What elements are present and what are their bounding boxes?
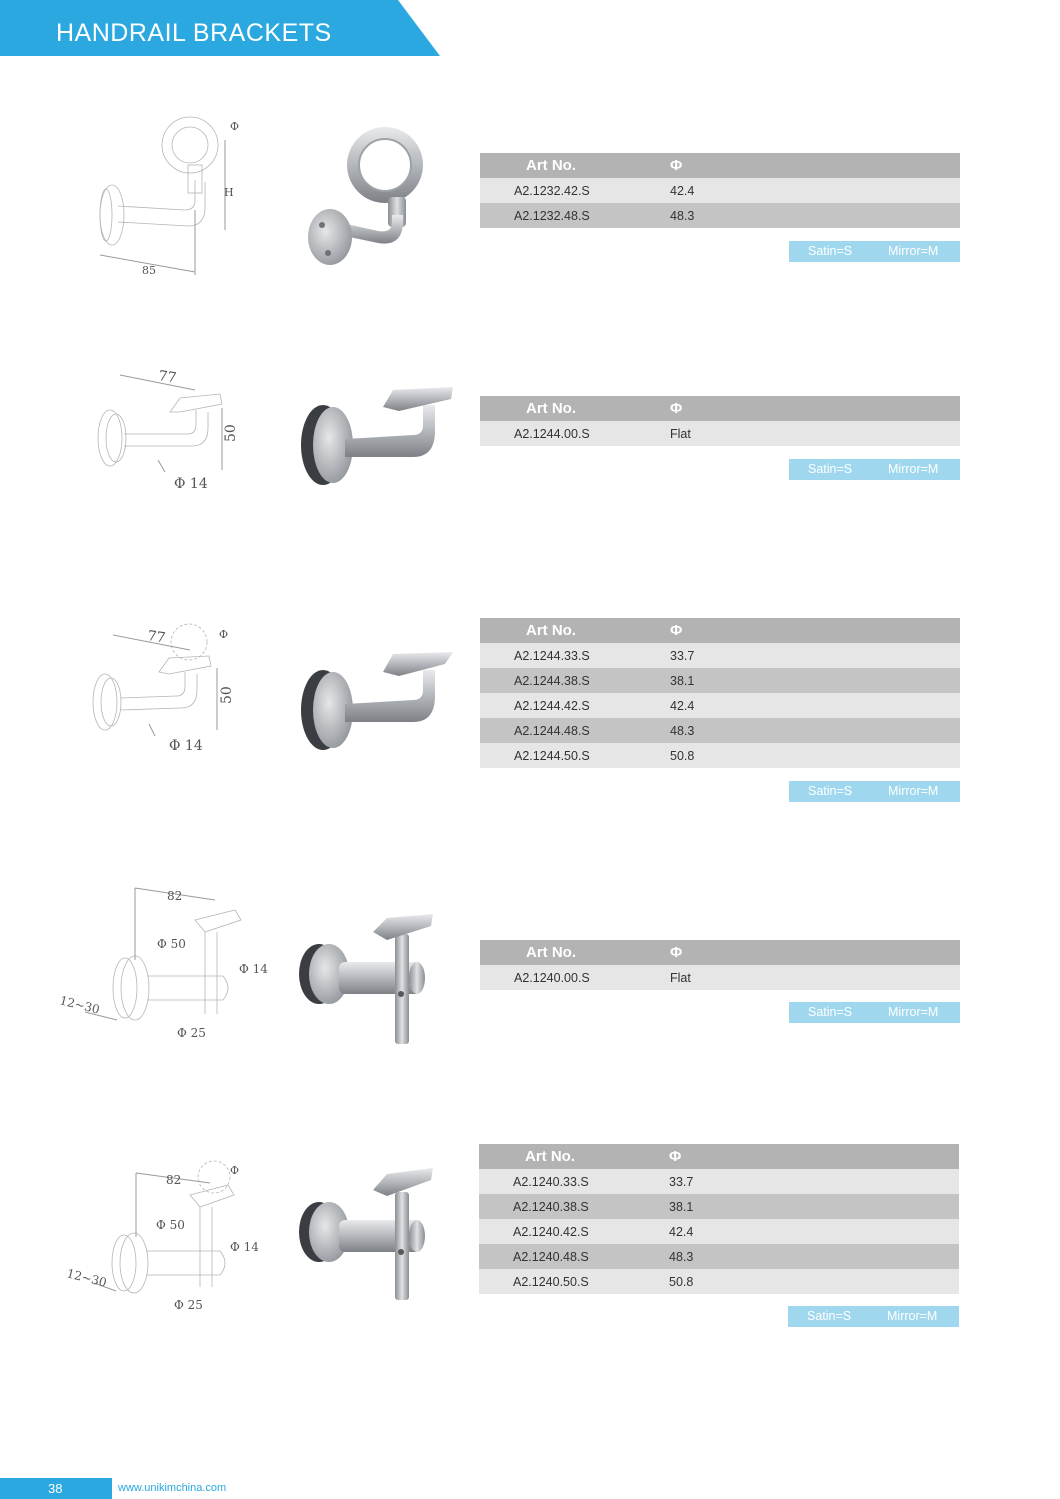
art-number: A2.1240.42.S [513,1224,589,1239]
art-number: A2.1240.33.S [513,1174,589,1189]
diameter-value: 33.7 [670,648,695,663]
finish-mirror: Mirror=M [888,1005,939,1019]
product-photo [295,1162,445,1302]
page-number: 38 [48,1481,63,1496]
dim-width: 77 [146,628,167,647]
dim-rod: Φ 14 [230,1240,259,1254]
diameter-value: 48.3 [670,723,695,738]
dim-height: H [224,186,234,199]
finish-legend [789,459,960,480]
column-art-no: Art No. [526,157,576,174]
diameter-value: Flat [670,970,691,985]
spec-table [480,153,960,228]
table-header [480,940,960,965]
dim-width: 77 [157,368,178,387]
dim-height: 50 [223,424,239,442]
art-number: A2.1240.50.S [513,1274,589,1289]
technical-drawing [90,360,250,500]
technical-drawing [55,880,275,1050]
product-photo [295,385,455,495]
page-title: HANDRAIL BRACKETS [56,19,332,47]
dim-width: 85 [142,264,156,277]
art-number: A2.1244.33.S [514,648,590,663]
technical-drawing [85,620,245,760]
column-diameter: Φ [669,1148,682,1165]
finish-legend [789,781,960,802]
table-row [480,178,960,203]
finish-satin: Satin=S [808,244,853,258]
table-header [480,396,960,421]
spec-table [479,1144,959,1294]
finish-mirror: Mirror=M [888,244,939,258]
table-row [480,203,960,228]
product-photo [295,910,445,1045]
diameter-value: 42.4 [670,183,695,198]
dim-rod: Φ 14 [174,476,208,492]
art-number: A2.1240.00.S [514,970,590,985]
dim-glass: 12~30 [65,1266,109,1290]
dim-tube: Φ 25 [177,1026,206,1040]
table-header [480,153,960,178]
finish-satin: Satin=S [808,1005,853,1019]
table-row [479,1244,959,1269]
technical-drawing [90,110,250,285]
table-row [480,668,960,693]
product-photo [295,648,455,758]
table-header [479,1144,959,1169]
spec-table [480,618,960,768]
finish-mirror: Mirror=M [888,462,939,476]
column-diameter: Φ [670,157,683,174]
dim-width: 82 [167,889,183,903]
diameter-value: 48.3 [670,208,695,223]
diameter-value: 50.8 [669,1274,694,1289]
art-number: A2.1244.00.S [514,426,590,441]
table-row [479,1269,959,1294]
dim-tube: Φ 25 [174,1298,203,1312]
column-diameter: Φ [670,944,683,961]
spec-table [480,396,960,446]
finish-satin: Satin=S [808,462,853,476]
dim-phi: Φ [230,120,240,133]
table-row [479,1194,959,1219]
art-number: A2.1232.48.S [514,208,590,223]
art-number: A2.1244.38.S [514,673,590,688]
dim-width: 82 [166,1173,182,1187]
art-number: A2.1240.38.S [513,1199,589,1214]
art-number: A2.1240.48.S [513,1249,589,1264]
diameter-value: 38.1 [670,673,695,688]
dim-phi: Φ [219,628,229,641]
table-header [480,618,960,643]
dim-base: Φ 50 [156,1218,185,1232]
spec-table [480,940,960,990]
dim-base: Φ 50 [157,937,186,951]
column-art-no: Art No. [526,944,576,961]
art-number: A2.1244.42.S [514,698,590,713]
dim-rod: Φ 14 [239,962,268,976]
finish-satin: Satin=S [808,784,853,798]
finish-satin: Satin=S [807,1309,852,1323]
table-row [479,1219,959,1244]
table-row [480,643,960,668]
diameter-value: 38.1 [669,1199,694,1214]
table-row [479,1169,959,1194]
dim-glass: 12~30 [58,993,102,1017]
column-diameter: Φ [670,622,683,639]
page-number-badge [0,1478,112,1499]
dim-phi: Φ [230,1164,240,1177]
diameter-value: 33.7 [669,1174,694,1189]
dim-rod: Φ 14 [169,738,203,754]
art-number: A2.1244.48.S [514,723,590,738]
finish-mirror: Mirror=M [887,1309,938,1323]
finish-legend [789,1002,960,1023]
column-art-no: Art No. [526,622,576,639]
product-photo [300,125,440,270]
dim-height: 50 [219,686,235,704]
diameter-value: 48.3 [669,1249,694,1264]
website-link[interactable]: www.unikimchina.com [118,1482,227,1494]
table-row [480,743,960,768]
diameter-value: 50.8 [670,748,695,763]
column-art-no: Art No. [526,400,576,417]
diameter-value: Flat [670,426,691,441]
table-row [480,421,960,446]
table-row [480,965,960,990]
table-row [480,718,960,743]
finish-legend [789,241,960,262]
diameter-value: 42.4 [670,698,695,713]
finish-legend [788,1306,959,1327]
column-art-no: Art No. [525,1148,575,1165]
diameter-value: 42.4 [669,1224,694,1239]
art-number: A2.1244.50.S [514,748,590,763]
technical-drawing [60,1155,280,1320]
column-diameter: Φ [670,400,683,417]
finish-mirror: Mirror=M [888,784,939,798]
art-number: A2.1232.42.S [514,183,590,198]
table-row [480,693,960,718]
